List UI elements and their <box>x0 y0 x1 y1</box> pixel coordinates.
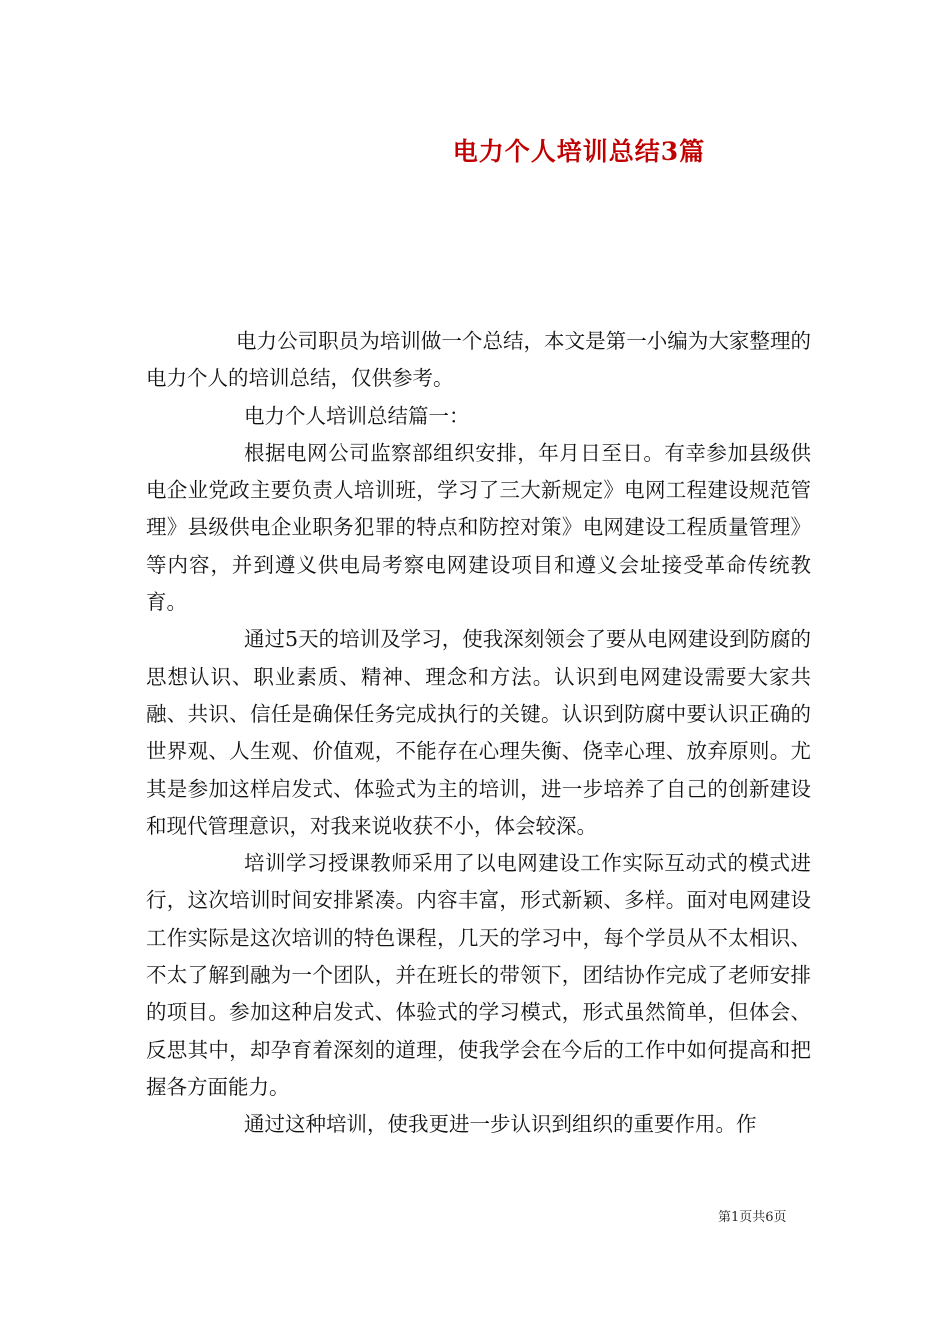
intro-paragraph: 电力公司职员为培训做一个总结，本文是第一小编为大家整理的电力个人的培训总结，仅供参考。 <box>146 329 811 391</box>
paragraph: 通过这种培训，使我更进一步认识到组织的重要作用。作 <box>244 1112 757 1137</box>
paragraph: 通过5天的培训及学习，使我深刻领会了要从电网建设到防腐的思想认识、职业素质、精神、理念和方法。认识到电网建设需要大家共融、共识、信任是确保任务完成执行的关键。认识到防腐中要认识正确的世界观、人生观、价值观，不能存在心理失衡、侥幸心理、放弃原则。尤其是参加这样启发式、体验式为主的培训，进一步培养了自己的创新建设和现代管理意识，对我来说收获不小，体会较深。 <box>146 627 811 838</box>
page-title: 电力个人培训总结3篇 <box>452 137 706 166</box>
section-heading: 电力个人培训总结篇一： <box>244 403 470 428</box>
paragraph: 根据电网公司监察部组织安排，年月日至日。有幸参加县级供电企业党政主要负责人培训班，学习了三大新规定》电网工程建设规范管理》县级供电企业职务犯罪的特点和防控对策》电网建设工程质量管理》等内容，并到遵义供电局考察电网建设项目和遵义会址接受革命传统教育。 <box>146 440 811 615</box>
document-body <box>146 323 811 1144</box>
paragraph: 培训学习授课教师采用了以电网建设工作实际互动式的模式进行，这次培训时间安排紧凑。内容丰富，形式新颖、多样。面对电网建设工作实际是这次培训的特色课程，几天的学习中，每个学员从不太相识、不太了解到融为一个团队，并在班长的带领下，团结协作完成了老师安排的项目。参加这种启发式、体验式的学习模式，形式虽然简单，但体会、反思其中，却孕育着深刻的道理，使我学会在今后的工作中如何提高和把握各方面能力。 <box>146 851 811 1099</box>
page-footer: 第1页共6页 <box>718 1210 787 1225</box>
